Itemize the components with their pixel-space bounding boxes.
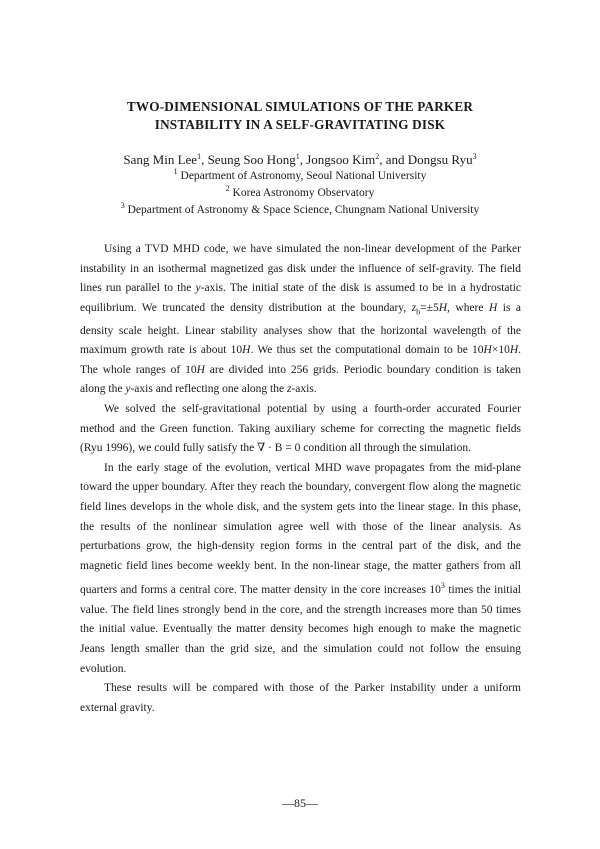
affiliation-mark: 1 bbox=[173, 167, 178, 176]
paragraph bbox=[80, 459, 521, 679]
text-run: =±5 bbox=[420, 301, 439, 314]
exponent: 3 bbox=[440, 581, 445, 591]
author-affil-mark: 1 bbox=[197, 152, 202, 161]
math-variable: z bbox=[411, 301, 417, 314]
affiliation-mark: 3 bbox=[120, 201, 125, 210]
author-affil-mark: 3 bbox=[472, 152, 477, 161]
author-affil-mark: 2 bbox=[375, 152, 380, 161]
author-separator: , and bbox=[379, 152, 408, 167]
text-run: ×10 bbox=[491, 344, 510, 357]
affiliation-text: Korea Astronomy Observatory bbox=[232, 187, 375, 199]
author-name: Sang Min Lee bbox=[123, 152, 198, 167]
author-affil-mark: 1 bbox=[295, 152, 300, 161]
text-run: . We thus set the computational domain to be 10 bbox=[250, 344, 484, 357]
author-separator: , bbox=[201, 152, 208, 167]
math-variable: y bbox=[195, 282, 201, 295]
math-variable: z bbox=[286, 383, 292, 396]
author-list bbox=[60, 152, 540, 168]
text-run: -axis. bbox=[291, 383, 317, 396]
math-variable: H bbox=[196, 363, 205, 376]
paragraph: These results will be compared with those of the Parker instability under a uniform external gravity. bbox=[80, 682, 521, 714]
math-variable: H bbox=[242, 344, 251, 357]
text-run: . The whole ranges of 10 bbox=[80, 344, 522, 376]
affiliation bbox=[60, 203, 540, 218]
math-variable: H bbox=[488, 301, 498, 314]
author-name: Jongsoo Kim bbox=[306, 152, 376, 167]
text-run: Using a TVD MHD code, we have simulated the non-linear development of the Parker instability in an isothermal magnetized gas disk under the influence of self-gravity. The field lines run parallel to the bbox=[80, 243, 521, 295]
text-run: are divided into 256 grids. Periodic boundary condition is taken along the bbox=[80, 363, 521, 396]
text-run: is a density scale height. Linear stability analyses show that the horizontal wavelength of the maximum growth rate is about 10 bbox=[80, 301, 522, 357]
title-line-2: INSTABILITY IN A SELF-GRAVITATING DISK bbox=[154, 117, 446, 132]
paragraph bbox=[80, 240, 521, 400]
text-run: In the early stage of the evolution, vertical MHD wave propagates from the mid-plane toward the upper boundary. After they reach the boundary, convergent flow along the magnetic field lines develops in the whole disk, and the system gets into the linear stage. In this phase, the results of the nonlinear simulation agree well with those of the linear analysis. As perturbations grow, the high-density region forms in the central part of the disk, and the magnetic field lines become weekly bent. In the non-linear stage, the matter gathers from all quarters and forms a central core. The matter density in the core increases 10 bbox=[80, 461, 521, 597]
affiliation bbox=[60, 186, 540, 201]
math-variable: H bbox=[483, 344, 492, 357]
text-run: -axis. The initial state of the disk is assumed to be in a hydrostatic equilibrium. We truncated the density distribution at the boundary, bbox=[80, 282, 522, 314]
affiliation bbox=[60, 169, 540, 184]
math-subscript: b bbox=[416, 307, 421, 317]
author-name: Seung Soo Hong bbox=[207, 152, 296, 167]
paragraph: We solved the self-gravitational potential by using a fourth-order accurated Fourier method and the Green function. Taking auxiliary scheme for correcting the magnetic fields (Ryu 1996), we could fully satisfy the ∇ · B = 0 condition all through the simulation. bbox=[80, 403, 521, 455]
affiliation-text: Department of Astronomy, Seoul National University bbox=[180, 170, 427, 182]
affiliation-mark: 2 bbox=[225, 184, 230, 193]
text-run: , where bbox=[447, 301, 489, 314]
author-separator: , bbox=[299, 152, 307, 167]
text-run: times the initial value. The field lines strongly bend in the core, and the strength increases more than 50 times the initial value. Eventually the matter density becomes high enough to make the magnetic Jeans length smaller than the grid size, and the simulation could not follow the ensuing evolution. bbox=[80, 584, 521, 675]
author-name: Dongsu Ryu bbox=[407, 152, 473, 167]
title-line-1: TWO-DIMENSIONAL SIMULATIONS OF THE PARKER bbox=[126, 99, 474, 114]
paper-title bbox=[60, 98, 540, 134]
math-variable: H bbox=[438, 301, 448, 314]
affiliation-text: Department of Astronomy & Space Science, Chungnam National University bbox=[127, 204, 480, 216]
math-variable: H bbox=[509, 344, 519, 357]
text-run: -axis and reflecting one along the bbox=[130, 383, 287, 396]
math-variable: y bbox=[125, 383, 131, 396]
page-number: —85— bbox=[282, 796, 318, 810]
abstract-body bbox=[80, 240, 521, 718]
